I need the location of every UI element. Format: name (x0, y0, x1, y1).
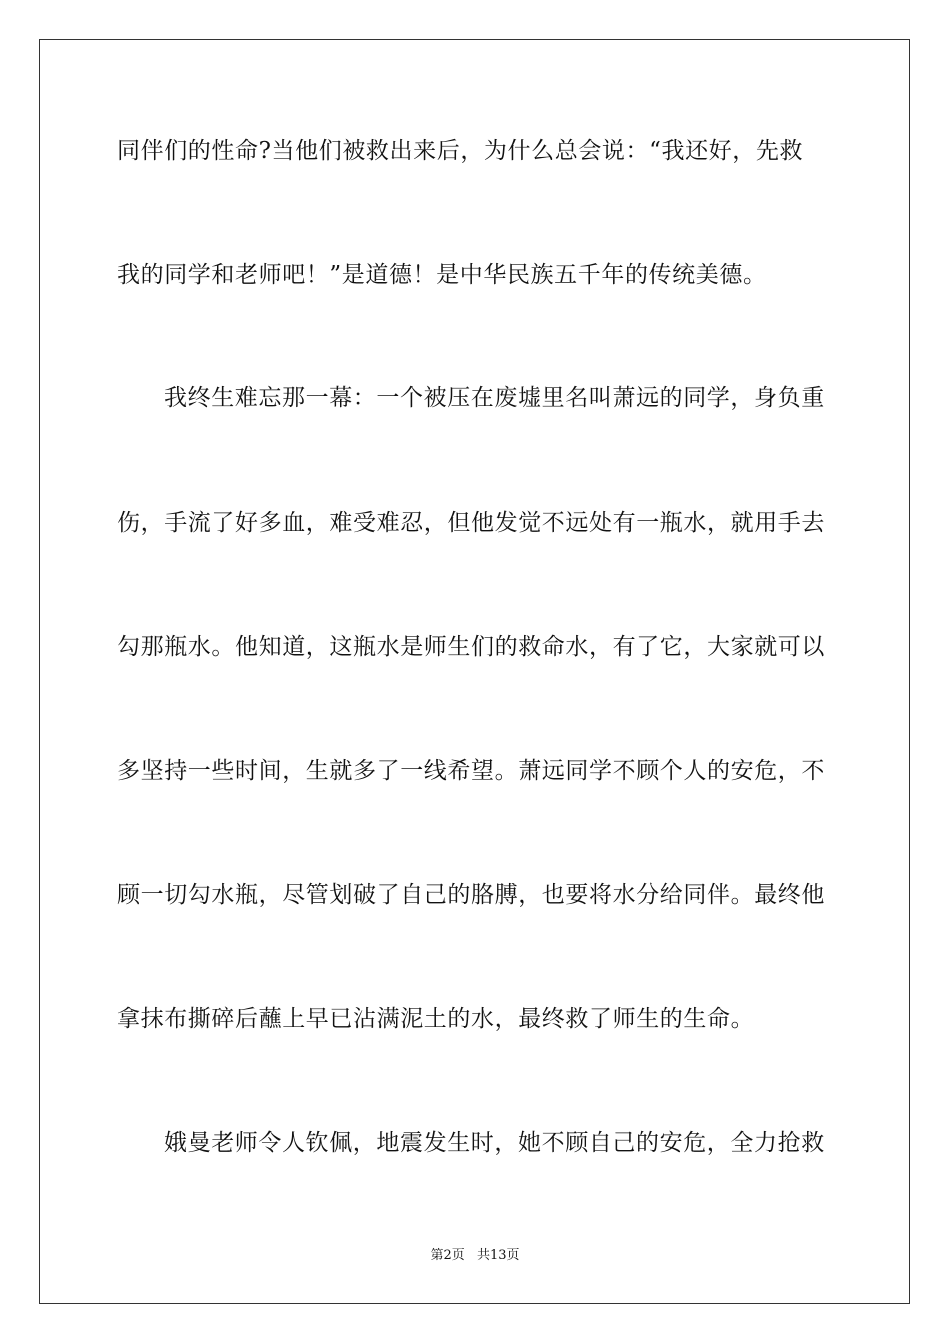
text-line: 勾那瓶水。他知道，这瓶水是师生们的救命水，有了它，大家就可以 (117, 634, 825, 660)
text-line: 我的同学和老师吧！”是道德！是中华民族五千年的传统美德。 (117, 262, 767, 288)
total-pages: 共13页 (476, 1248, 520, 1263)
text-line: 伤，手流了好多血，难受难忍，但他发觉不远处有一瓶水，就用手去 (117, 510, 825, 536)
page-border (39, 39, 910, 1304)
text-line: 拿抹布撕碎后蘸上早已沾满泥土的水，最终救了师生的生命。 (117, 1006, 755, 1032)
text-line: 顾一切勾水瓶，尽管划破了自己的胳膊，也要将水分给同伴。最终他 (117, 882, 825, 908)
page-number: 第2页 (430, 1248, 465, 1263)
text-line: 多坚持一些时间，生就多了一线希望。萧远同学不顾个人的安危，不 (117, 758, 825, 784)
text-line: 同伴们的性命?当他们被救出来后，为什么总会说：“我还好，先救 (117, 138, 804, 164)
paragraph-start: 我终生难忘那一幕：一个被压在废墟里名叫萧远的同学，身负重 (164, 385, 825, 411)
page-footer (0, 1247, 950, 1265)
paragraph-start: 娥曼老师令人钦佩，地震发生时，她不顾自己的安危，全力抢救 (164, 1130, 825, 1156)
